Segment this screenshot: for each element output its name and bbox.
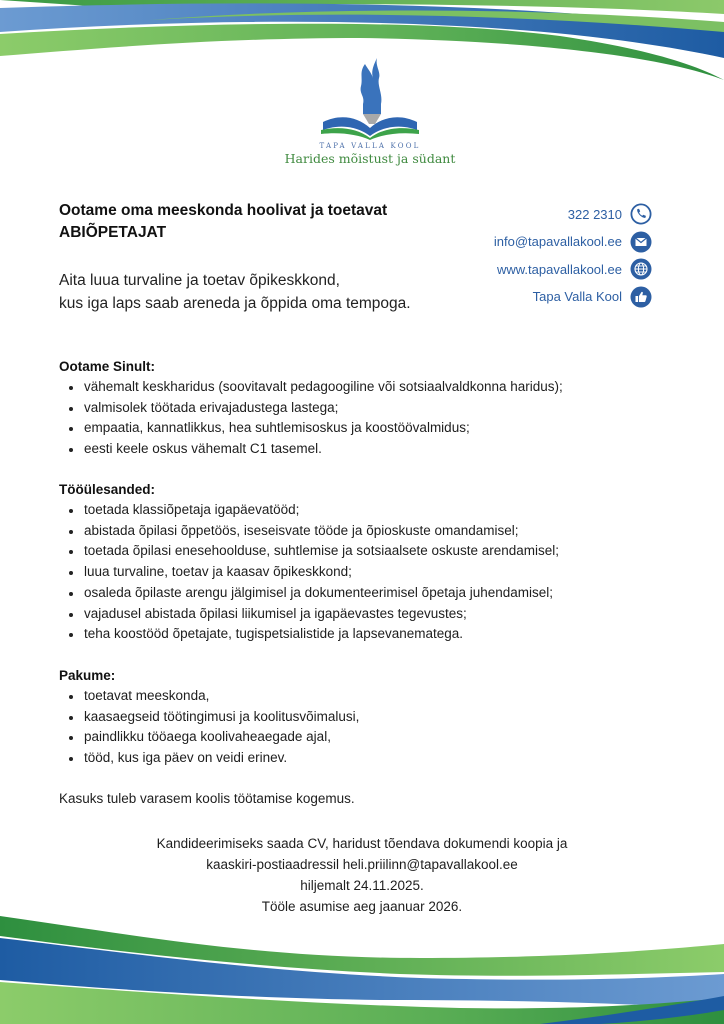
list-item: vähemalt keskharidus (soovitavalt pedagoogiline või sotsiaalvaldkonna haridus);	[59, 377, 659, 398]
thumbs-up-icon	[630, 286, 652, 308]
closing-line-2: kaaskiri-postiaadressil heli.priilinn@tapavallakool.ee	[206, 857, 518, 872]
job-headline	[59, 200, 387, 244]
list-item: empaatia, kannatlikkus, hea suhtlemisoskus ja koostöövalmidus;	[59, 418, 659, 439]
contact-phone[interactable]	[412, 201, 652, 227]
contact-list	[412, 201, 652, 311]
email-link[interactable]: info@tapavallakool.ee	[493, 234, 622, 249]
offer-title: Pakume:	[59, 668, 116, 683]
school-motto: Harides mõistust ja südant	[284, 151, 456, 166]
phone-icon	[630, 203, 652, 225]
start-date: Tööle asumise aeg jaanuar 2026.	[261, 899, 463, 914]
list-item: kaasaegseid töötingimusi ja koolitusvõimalusi,	[59, 707, 659, 728]
contact-email[interactable]	[412, 229, 652, 255]
deadline: hiljemalt 24.11.2025.	[300, 878, 424, 893]
bottom-wave-decoration	[0, 900, 724, 1024]
offer-section	[59, 666, 659, 769]
contact-facebook[interactable]	[412, 284, 652, 310]
experience-note: Kasuks tuleb varasem koolis töötamise kogemus.	[59, 791, 355, 806]
phone-number[interactable]: 322 2310	[567, 206, 622, 222]
list-item: vajadusel abistada õpilasi liikumisel ja igapäevastes tegevustes;	[59, 604, 659, 625]
contact-website[interactable]	[412, 256, 652, 282]
requirements-section	[59, 357, 659, 460]
school-name: TAPA VALLA KOOL	[319, 142, 421, 150]
list-item: osaleda õpilaste arengu jälgimisel ja dokumenteerimisel õpetaja juhendamisel;	[59, 583, 659, 604]
duties-title: Tööülesanded:	[59, 482, 156, 497]
requirements-list	[59, 377, 659, 460]
intro-line-2: kus iga laps saab areneda ja õppida oma tempoga.	[59, 295, 411, 312]
list-item: tööd, kus iga päev on veidi erinev.	[59, 748, 659, 769]
application-instructions	[0, 833, 724, 917]
globe-icon	[630, 258, 652, 280]
list-item: toetavat meeskonda,	[59, 686, 659, 707]
offer-list	[59, 686, 659, 769]
list-item: abistada õpilasi õppetöös, iseseisvate tööde ja õpioskuste omandamisel;	[59, 521, 659, 542]
list-item: paindlikku tööaega koolivaheaegade ajal,	[59, 727, 659, 748]
website-link[interactable]: www.tapavallakool.ee	[496, 261, 622, 277]
closing-line-1: Kandideerimiseks saada CV, haridust tõendava dokumendi koopia ja	[156, 836, 568, 851]
mail-icon	[630, 231, 652, 253]
intro-line-1: Aita luua turvaline ja toetav õpikeskkond,	[59, 272, 340, 289]
duties-list	[59, 500, 659, 645]
list-item: valmisolek töötada erivajadustega lastega;	[59, 398, 659, 419]
school-logo	[280, 56, 460, 166]
headline-line-1: Ootame oma meeskonda hoolivat ja toetavat	[59, 202, 388, 219]
list-item: eesti keele oskus vähemalt C1 tasemel.	[59, 439, 659, 460]
torch-book-icon	[315, 56, 425, 140]
list-item: toetada õpilasi enesehoolduse, suhtlemise ja sotsiaalsete oskuste arendamisel;	[59, 541, 659, 562]
list-item: toetada klassiõpetaja igapäevatööd;	[59, 500, 659, 521]
list-item: teha koostööd õpetajate, tugispetsialistide ja lapsevanematega.	[59, 624, 659, 645]
list-item: luua turvaline, toetav ja kaasav õpikeskkond;	[59, 562, 659, 583]
duties-section	[59, 480, 659, 645]
headline-position: ABIÕPETAJAT	[59, 224, 167, 241]
facebook-link[interactable]: Tapa Valla Kool	[532, 289, 622, 304]
requirements-title: Ootame Sinult:	[59, 359, 156, 374]
intro-text	[59, 269, 411, 315]
